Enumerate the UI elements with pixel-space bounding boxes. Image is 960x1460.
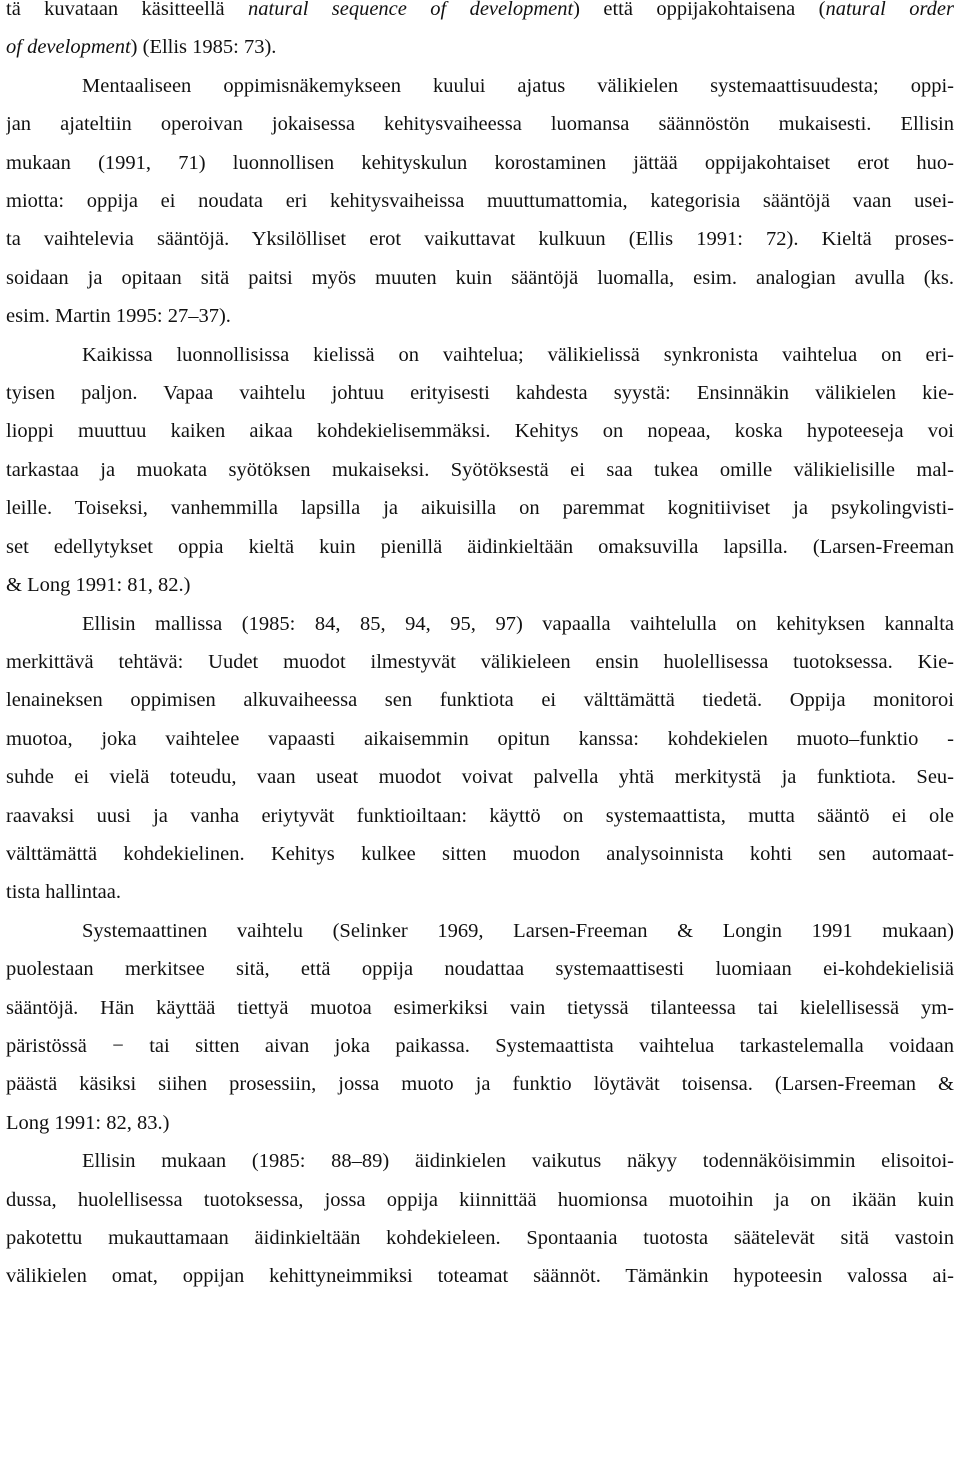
text-line: soidaan ja opitaan sitä paitsi myös muuten kuin sääntöjä luomalla, esim. analogian avulla (ks.: [6, 266, 954, 289]
text-line: välikielen omat, oppijan kehittyneimmiksi toteamat säännöt. Tämänkin hypoteesin valossa ai-: [6, 1265, 954, 1288]
text-line: tista hallintaa.: [6, 881, 121, 904]
text-line: puolestaan merkitsee sitä, että oppija noudattaa systemaattisesti luomiaan ei-kohdekielisiä: [6, 958, 954, 981]
text-line: miotta: oppija ei noudata eri kehitysvaiheissa muuttumattomia, kategorisia sääntöjä vaan usei-: [6, 190, 954, 213]
text-line: dussa, huolellisessa tuotoksessa, jossa oppija kiinnittää huomionsa muotoihin ja on ikään kuin: [6, 1188, 954, 1211]
text-line: Ellisin mallissa (1985: 84, 85, 94, 95, 97) vapaalla vaihtelulla on kehityksen kannalta: [82, 612, 954, 635]
paragraph-4: [6, 605, 954, 912]
paragraph-1-continuation: [6, 0, 954, 67]
text-line: mukaan (1991, 71) luonnollisen kehityskulun korostaminen jättää oppijakohtaiset erot huo-: [6, 151, 954, 174]
text-line: tarkastaa ja muokata syötöksen mukaiseksi. Syötöksestä ei saa tukea omille välikielisille mal-: [6, 458, 954, 481]
text-line: suhde ei vielä toteudu, vaan useat muodot voivat palvella yhtä merkitystä ja funktiota. Seu-: [6, 766, 954, 789]
text-line: esim. Martin 1995: 27–37).: [6, 305, 231, 328]
text-line: sääntöjä. Hän käyttää tiettyä muotoa esimerkiksi vain tietyssä tilanteessa tai kielellisessä ym-: [6, 996, 954, 1019]
document-page: [6, 0, 954, 1296]
text-line: of development) (Ellis 1985: 73).: [6, 36, 277, 59]
italic-term: natural order: [825, 0, 954, 20]
paragraph-3: [6, 336, 954, 605]
text-line: set edellytykset oppia kieltä kuin pienillä äidinkieltään omaksuvilla lapsilla. (Larsen-Freeman: [6, 535, 954, 558]
text-line: lenaineksen oppimisen alkuvaiheessa sen funktiota ei välttämättä tiedetä. Oppija monitoroi: [6, 689, 954, 712]
text-line: Kaikissa luonnollisissa kielissä on vaihtelua; välikielissä synkronista vaihtelua on eri-: [82, 343, 954, 366]
paragraph-6: [6, 1142, 954, 1296]
text-line: Ellisin mukaan (1985: 88–89) äidinkielen vaikutus näkyy todennäköisimmin elisoitoi-: [82, 1150, 954, 1173]
text-line: Long 1991: 82, 83.): [6, 1111, 170, 1134]
text-line: jan ajateltiin operoivan jokaisessa kehitysvaiheessa luomansa säännöstön mukaisesti. Ellisin: [6, 113, 954, 136]
text-line: Mentaaliseen oppimisnäkemykseen kuului ajatus välikielen systemaattisuudesta; oppi-: [82, 74, 954, 97]
text-line: päristössä − tai sitten aivan joka paikassa. Systemaattista vaihtelua tarkastelemalla voidaan: [6, 1034, 954, 1057]
text-line: tyisen paljon. Vapaa vaihtelu johtuu erityisesti kahdesta syystä: Ensinnäkin välikielen kie-: [6, 382, 954, 405]
text-line: välttämättä kohdekielinen. Kehitys kulkee sitten muodon analysoinnista kohti sen automaat-: [6, 842, 954, 865]
text-line: ta vaihtelevia sääntöjä. Yksilölliset erot vaikuttavat kulkuun (Ellis 1991: 72). Kieltä proses-: [6, 228, 954, 251]
text-line: päästä käsiksi siihen prosessiin, jossa muoto ja funktio löytävät toisensa. (Larsen-Freeman &: [6, 1073, 954, 1096]
text-line: Systemaattinen vaihtelu (Selinker 1969, Larsen-Freeman & Longin 1991 mukaan): [82, 919, 954, 942]
italic-term: of development: [6, 36, 131, 59]
text-line: merkittävä tehtävä: Uudet muodot ilmestyvät välikieleen ensin huolellisessa tuotoksessa. Kie-: [6, 650, 954, 673]
text-line: raavaksi uusi ja vanha eriytyvät funktioiltaan: käyttö on systemaattista, mutta sääntö ei ole: [6, 804, 954, 827]
text-line: & Long 1991: 81, 82.): [6, 574, 191, 597]
paragraph-2: [6, 67, 954, 336]
text-line: lioppi muuttuu kaiken aikaa kohdekielisemmäksi. Kehitys on nopeaa, koska hypoteeseja voi: [6, 420, 954, 443]
paragraph-5: [6, 912, 954, 1142]
text-line: muotoa, joka vaihtelee vapaasti aikaisemmin opitun kanssa: kohdekielen muoto–funktio -: [6, 727, 954, 750]
text-line: leille. Toiseksi, vanhemmilla lapsilla ja aikuisilla on paremmat kognitiiviset ja psykolingvisti-: [6, 497, 954, 520]
text-line: pakotettu mukauttamaan äidinkieltään kohdekieleen. Spontaania tuotosta säätelevät sitä vastoin: [6, 1227, 954, 1249]
italic-term: natural sequence of development: [248, 0, 574, 20]
text-line: tä kuvataan käsitteellä natural sequence of development) että oppijakohtaisena (natural order: [6, 0, 954, 20]
